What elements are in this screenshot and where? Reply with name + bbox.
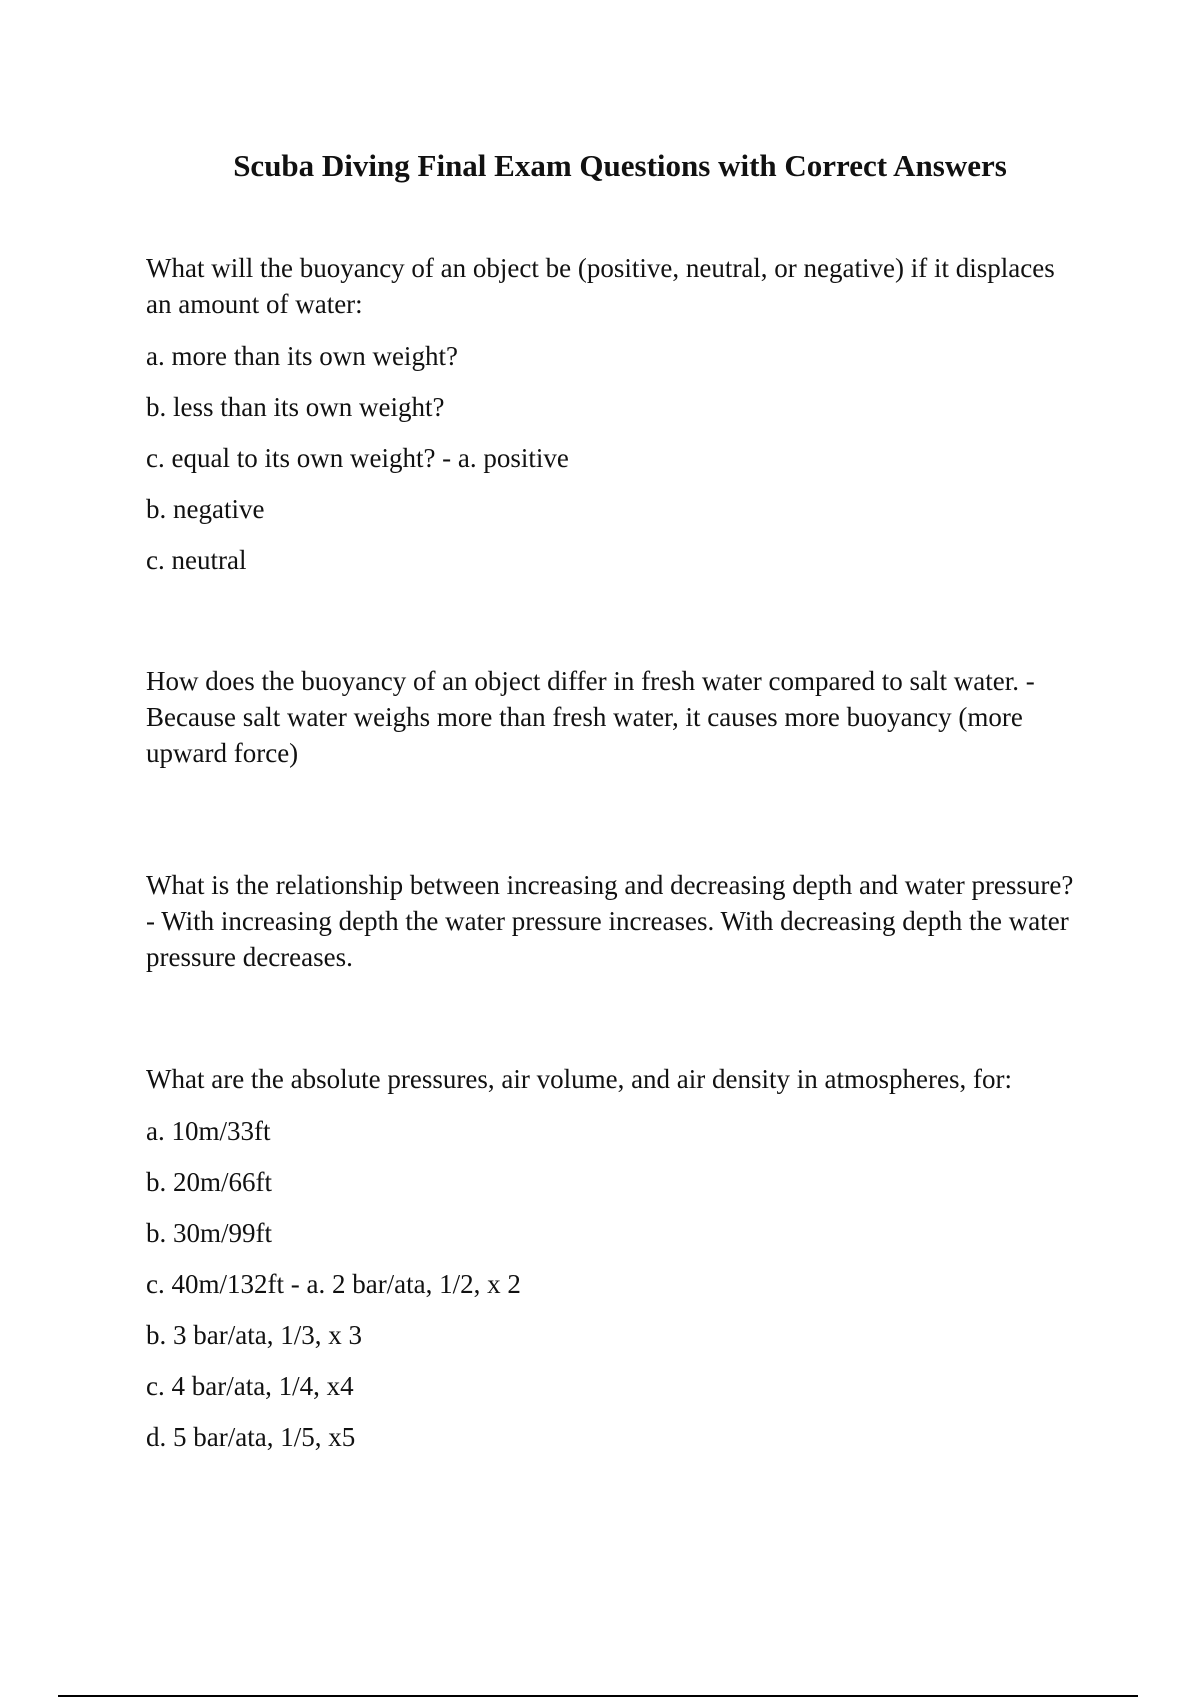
answer-option: a. 10m/33ft <box>146 1116 271 1146</box>
answer-option: b. negative <box>146 494 265 524</box>
question-text: What are the absolute pressures, air volume, and air density in atmospheres, for: <box>146 1064 1012 1094</box>
question-text: What will the buoyancy of an object be (positive, neutral, or negative) if it displaces an amount of water: <box>146 253 1055 319</box>
page-title: Scuba Diving Final Exam Questions with Correct Answers <box>233 148 1007 183</box>
question-block-2 <box>146 663 1086 771</box>
question-text: What is the relationship between increasing and decreasing depth and water pressure? - With increasing depth the water pressure increases. With decreasing depth the water pressure decreases. <box>146 870 1074 972</box>
answer-option: b. less than its own weight? <box>146 392 445 422</box>
block-spacer <box>146 787 1086 867</box>
block-spacer <box>146 593 1086 663</box>
answer-option: b. 20m/66ft <box>146 1167 272 1197</box>
answer-option: c. neutral <box>146 545 247 575</box>
answer-option: c. 4 bar/ata, 1/4, x4 <box>146 1371 354 1401</box>
question-block-3 <box>146 867 1086 975</box>
question-block-4 <box>146 1061 1086 1455</box>
question-text: How does the buoyancy of an object differ in fresh water compared to salt water. - Because salt water weighs more than fresh water, it causes more buoyancy (more upward force) <box>146 666 1035 768</box>
answer-option: c. 40m/132ft - a. 2 bar/ata, 1/2, x 2 <box>146 1269 521 1299</box>
answer-option: d. 5 bar/ata, 1/5, x5 <box>146 1422 356 1452</box>
exam-content <box>146 250 1086 1470</box>
block-spacer <box>146 991 1086 1061</box>
page-bottom-divider <box>58 1695 1138 1697</box>
answer-option: b. 3 bar/ata, 1/3, x 3 <box>146 1320 362 1350</box>
answer-option: c. equal to its own weight? - a. positive <box>146 443 569 473</box>
question-block-1 <box>146 250 1086 578</box>
answer-option: b. 30m/99ft <box>146 1218 272 1248</box>
answer-option: a. more than its own weight? <box>146 341 458 371</box>
